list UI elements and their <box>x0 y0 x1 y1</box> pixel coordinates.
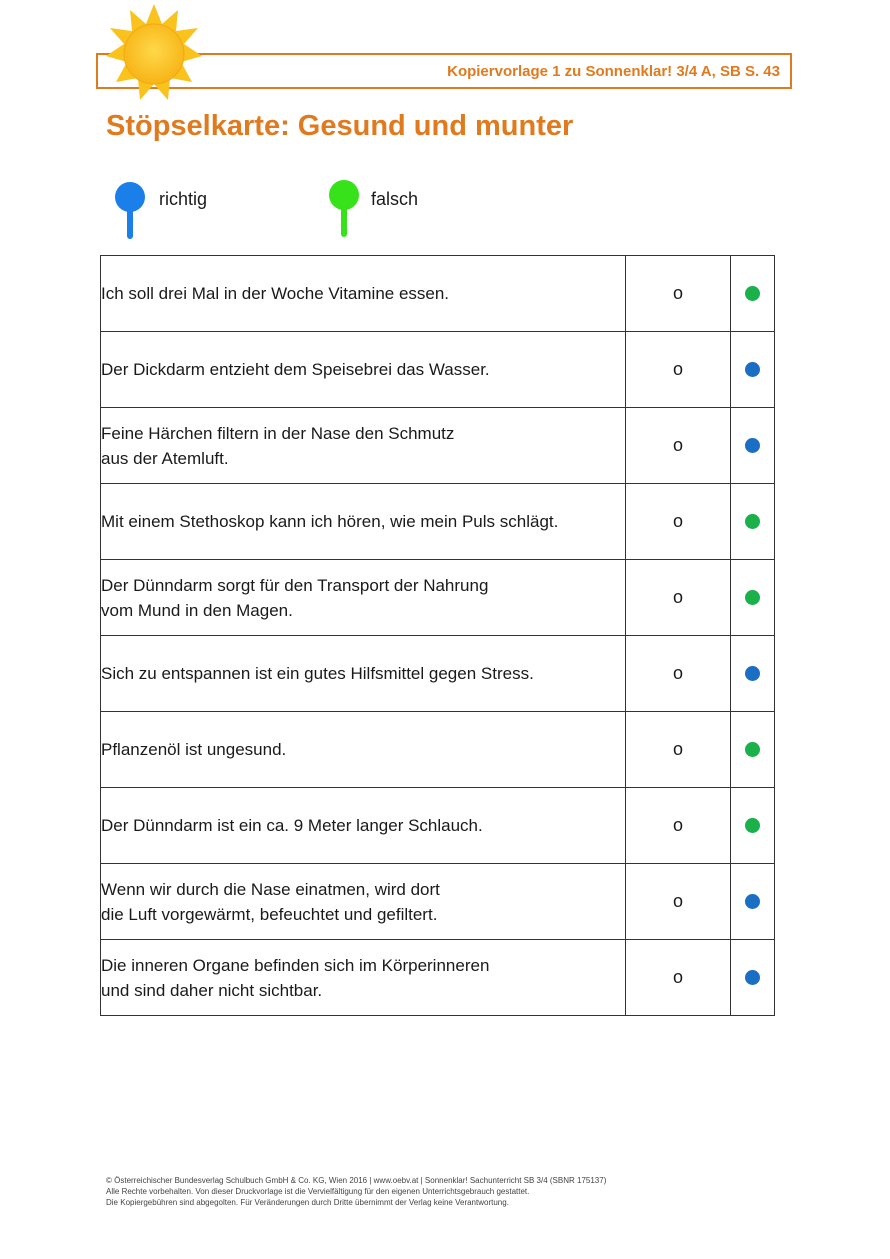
footer-line-1: © Österreichischer Bundesverlag Schulbuch GmbH & Co. KG, Wien 2016 | www.oebv.at | Sonnenklar! Sachunterricht SB 3/4 (SBNR 175137) <box>106 1176 607 1185</box>
table-row <box>101 256 775 332</box>
table-row <box>101 484 775 560</box>
answer-mark[interactable]: o <box>626 940 731 1016</box>
statement-cell <box>101 484 626 560</box>
header-text: Kopiervorlage 1 zu Sonnenklar! 3/4 A, SB S. 43 <box>447 63 780 80</box>
dot-cell <box>731 332 775 408</box>
statement-text: Der Dünndarm sorgt für den Transport der Nahrung <box>101 575 489 595</box>
statement-text: Sich zu entspannen ist ein gutes Hilfsmittel gegen Stress. <box>101 664 534 683</box>
answer-mark[interactable]: o <box>626 332 731 408</box>
answer-mark[interactable]: o <box>626 408 731 484</box>
dot-cell <box>731 560 775 636</box>
statement-cell <box>101 636 626 712</box>
statement-text: Der Dünndarm ist ein ca. 9 Meter langer Schlauch. <box>101 816 483 835</box>
green-dot-icon <box>745 286 760 301</box>
statement-text: Der Dickdarm entzieht dem Speisebrei das Wasser. <box>101 360 490 379</box>
footer-line-3: Die Kopiergebühren sind abgegolten. Für Veränderungen durch Dritte übernimmt der Verlag keine Verantwortung. <box>106 1198 509 1207</box>
statement-text: Wenn wir durch die Nase einatmen, wird dort <box>101 879 440 899</box>
green-dot-icon <box>745 818 760 833</box>
blue-dot-icon <box>745 970 760 985</box>
green-dot-icon <box>745 590 760 605</box>
table-row <box>101 712 775 788</box>
statement-cell <box>101 712 626 788</box>
statement-text: Feine Härchen filtern in der Nase den Schmutz <box>101 423 455 443</box>
answer-mark[interactable]: o <box>626 712 731 788</box>
answer-mark[interactable]: o <box>626 256 731 332</box>
statement-text: aus der Atemluft. <box>101 448 229 468</box>
table-row <box>101 332 775 408</box>
statement-text: die Luft vorgewärmt, befeuchtet und gefiltert. <box>101 904 438 924</box>
table-row <box>101 560 775 636</box>
table-row <box>101 940 775 1016</box>
legend-label-falsch: falsch <box>371 189 419 209</box>
sun-icon <box>104 2 204 102</box>
table-row <box>101 408 775 484</box>
legend-label-richtig: richtig <box>159 189 208 209</box>
statement-cell <box>101 560 626 636</box>
table-row <box>101 788 775 864</box>
blue-dot-icon <box>745 438 760 453</box>
dot-cell <box>731 256 775 332</box>
statement-text: und sind daher nicht sichtbar. <box>101 980 323 1000</box>
footer <box>106 1175 606 1208</box>
statement-cell <box>101 788 626 864</box>
statement-cell <box>101 332 626 408</box>
green-dot-icon <box>745 514 760 529</box>
table-row <box>101 636 775 712</box>
answer-mark[interactable]: o <box>626 864 731 940</box>
answer-mark[interactable]: o <box>626 788 731 864</box>
dot-cell <box>731 864 775 940</box>
blue-dot-icon <box>745 362 760 377</box>
dot-cell <box>731 712 775 788</box>
dot-cell <box>731 484 775 560</box>
blue-dot-icon <box>745 894 760 909</box>
dot-cell <box>731 940 775 1016</box>
table-row <box>101 864 775 940</box>
answer-mark[interactable]: o <box>626 636 731 712</box>
green-dot-icon <box>745 742 760 757</box>
statement-cell <box>101 408 626 484</box>
blue-dot-icon <box>745 666 760 681</box>
dot-cell <box>731 636 775 712</box>
statement-text: Mit einem Stethoskop kann ich hören, wie mein Puls schlägt. <box>101 512 559 531</box>
statement-text: Pflanzenöl ist ungesund. <box>101 740 287 759</box>
statement-text: Ich soll drei Mal in der Woche Vitamine essen. <box>101 284 450 303</box>
page-title: Stöpselkarte: Gesund und munter <box>106 110 574 142</box>
footer-line-2: Alle Rechte vorbehalten. Von dieser Druckvorlage ist die Vervielfältigung für den eigenen Unterrichtsgebrauch gestattet. <box>106 1187 530 1196</box>
statement-cell <box>101 256 626 332</box>
statement-table <box>100 255 775 1016</box>
answer-mark[interactable]: o <box>626 560 731 636</box>
statement-text: vom Mund in den Magen. <box>101 600 293 620</box>
statement-text: Die inneren Organe befinden sich im Körperinneren <box>101 955 490 975</box>
answer-mark[interactable]: o <box>626 484 731 560</box>
green-plug-icon <box>328 179 362 239</box>
blue-plug-icon <box>114 181 148 241</box>
dot-cell <box>731 408 775 484</box>
statement-cell <box>101 940 626 1016</box>
statement-cell <box>101 864 626 940</box>
dot-cell <box>731 788 775 864</box>
